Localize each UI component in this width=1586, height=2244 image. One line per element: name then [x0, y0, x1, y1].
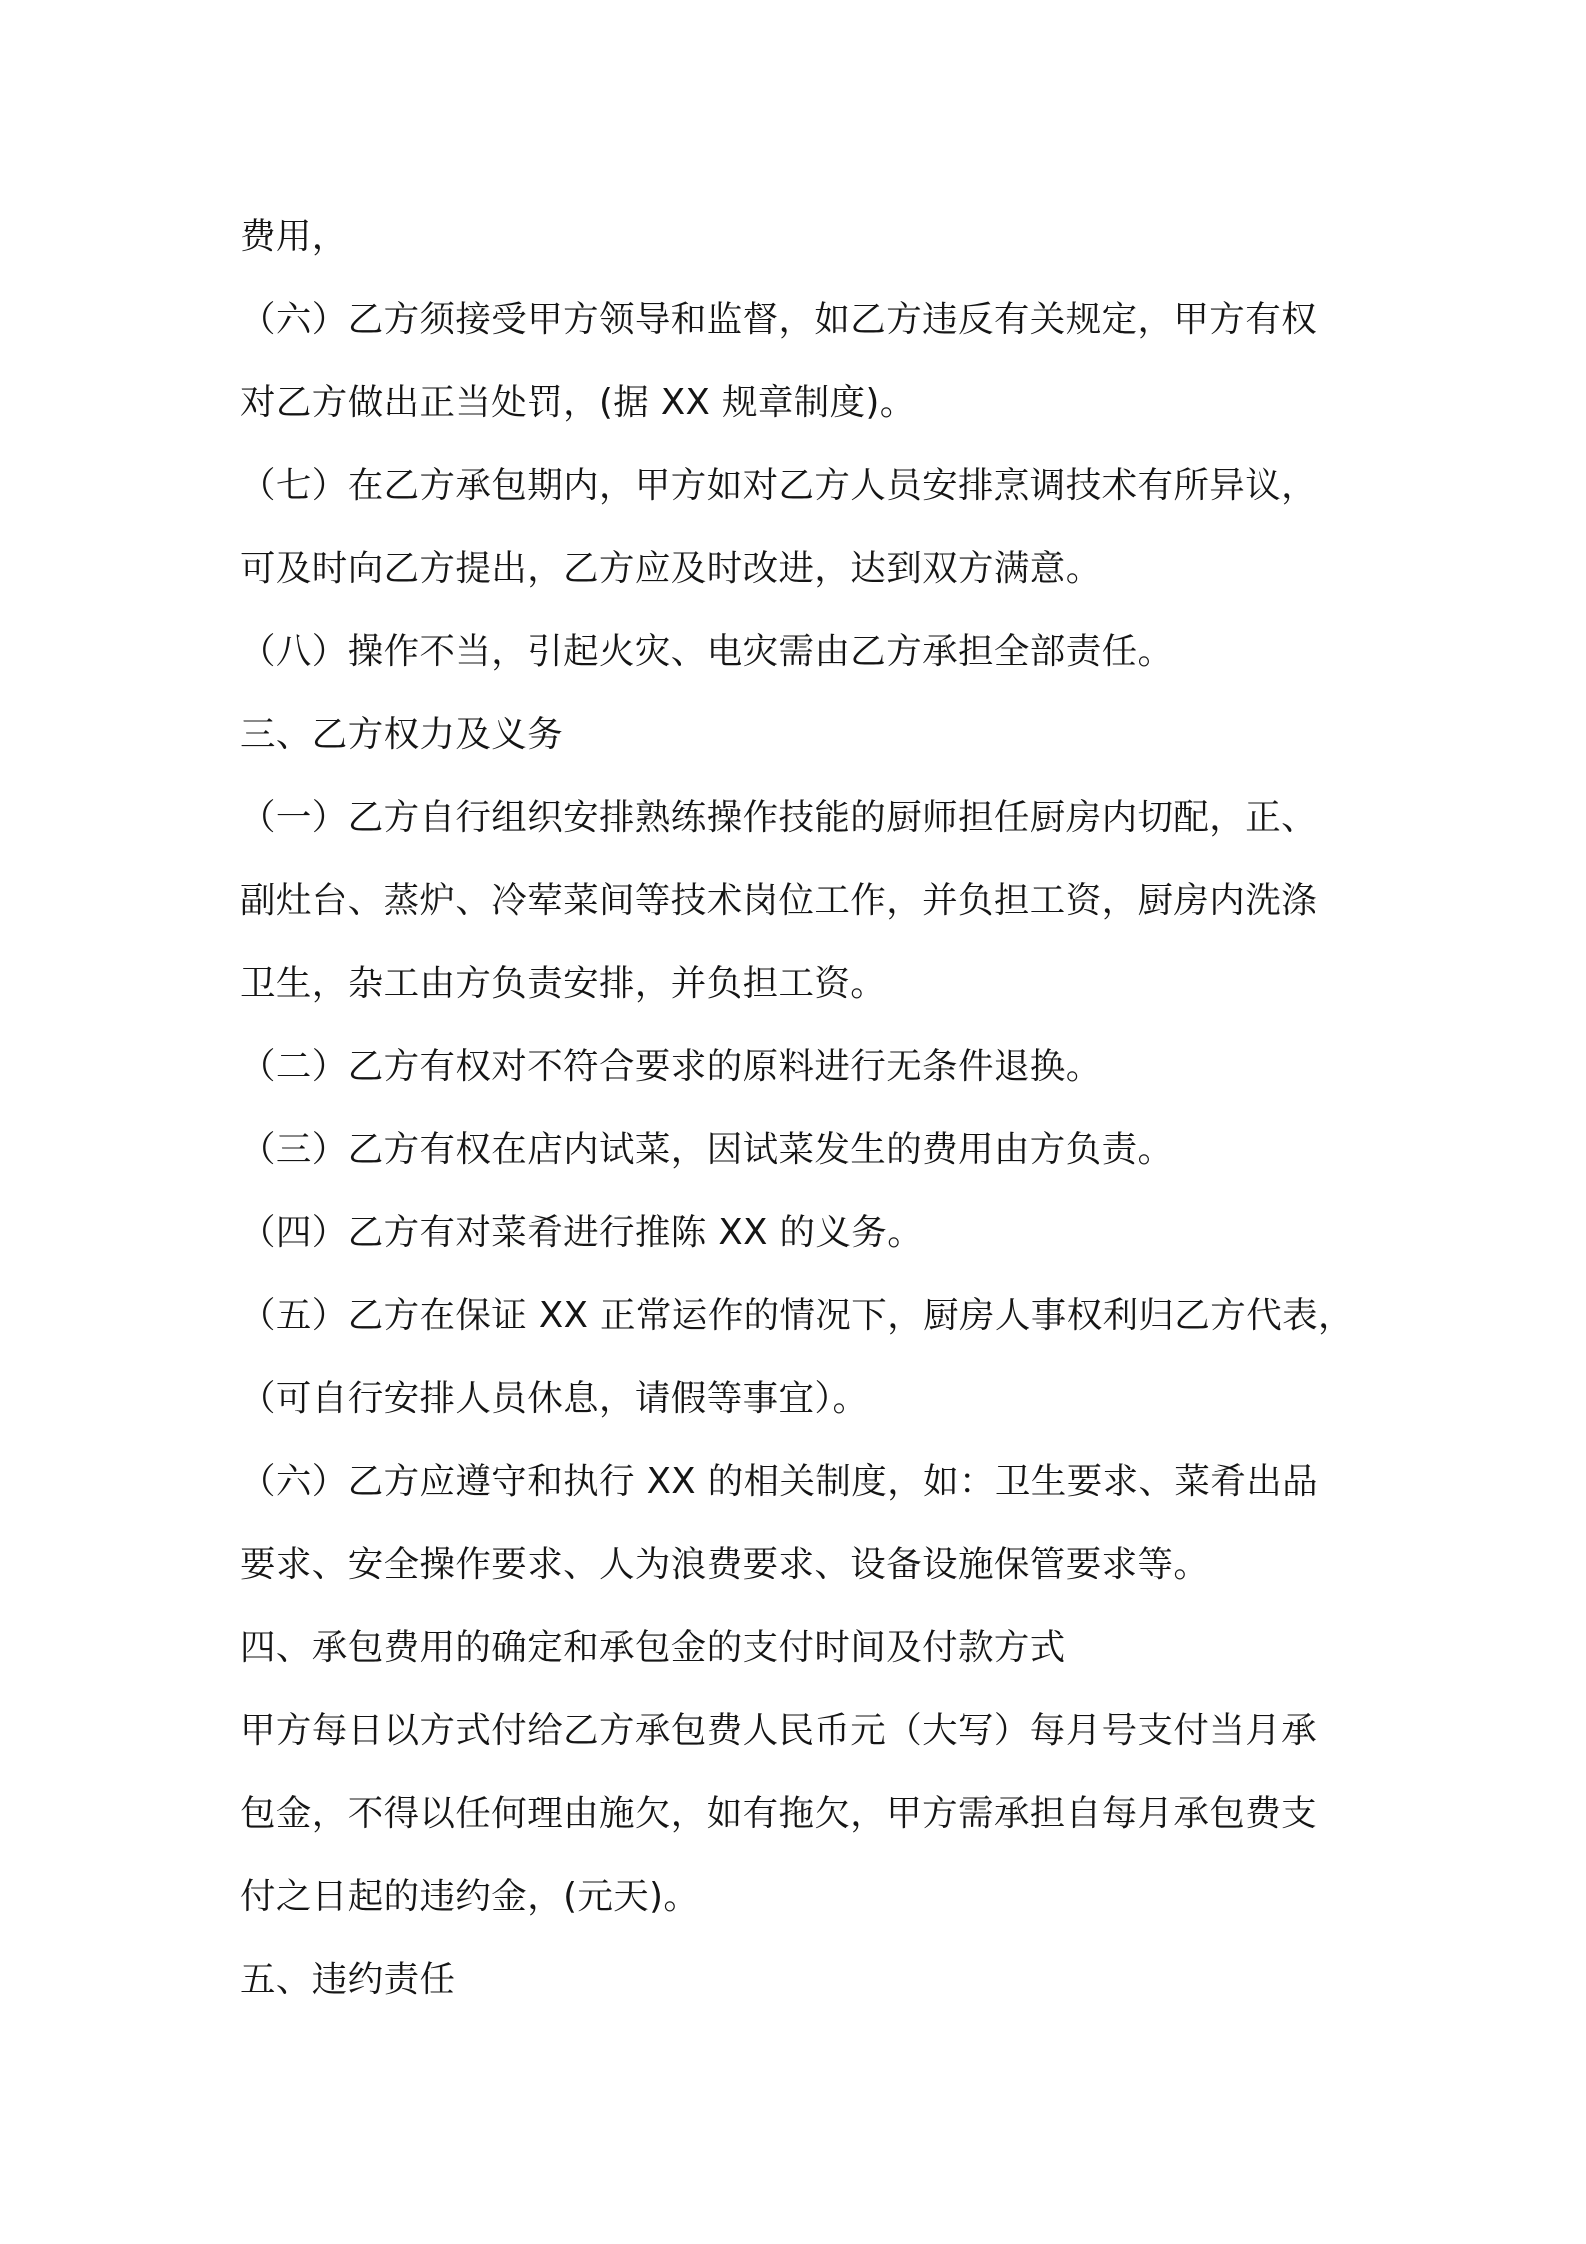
text-line: 包金，不得以任何理由施欠，如有拖欠，甲方需承担自每月承包费支: [240, 1793, 1318, 1834]
text-line: 付之日起的违约金，(元天)。: [240, 1876, 700, 1917]
text-line: 卫生，杂工由方负责安排，并负担工资。: [240, 963, 887, 1004]
document-body: [240, 195, 1360, 2021]
text-line: 可及时向乙方提出，乙方应及时改进，达到双方满意。: [240, 548, 1102, 589]
section-heading: 四、承包费用的确定和承包金的支付时间及付款方式: [240, 1627, 1066, 1668]
text-line: 甲方每日以方式付给乙方承包费人民币元（大写）每月号支付当月承: [240, 1710, 1318, 1751]
text-line: （三）乙方有权在店内试菜，因试菜发生的费用由方负责。: [240, 1129, 1174, 1170]
text-line: 副灶台、蒸炉、冷荤菜间等技术岗位工作，并负担工资，厨房内洗涤: [240, 880, 1318, 921]
text-line: （六）乙方须接受甲方领导和监督，如乙方违反有关规定，甲方有权: [240, 299, 1318, 340]
section-heading: 三、乙方权力及义务: [240, 714, 564, 755]
text-line: （一）乙方自行组织安排熟练操作技能的厨师担任厨房内切配，正、: [240, 797, 1318, 838]
text-line: （八）操作不当，引起火灾、电灾需由乙方承担全部责任。: [240, 631, 1174, 672]
text-line: 费用，: [240, 216, 348, 257]
text-line: （二）乙方有权对不符合要求的原料进行无条件退换。: [240, 1046, 1102, 1087]
text-line: （可自行安排人员休息，请假等事宜）。: [240, 1378, 869, 1419]
text-line: （四）乙方有对菜肴进行推陈 XX 的义务。: [240, 1212, 924, 1253]
section-heading: 五、违约责任: [240, 1959, 456, 2000]
text-line: （六）乙方应遵守和执行 XX 的相关制度，如：卫生要求、菜肴出品: [240, 1461, 1319, 1502]
text-line: （五）乙方在保证 XX 正常运作的情况下，厨房人事权利归乙方代表，: [240, 1295, 1354, 1336]
text-line: （七）在乙方承包期内，甲方如对乙方人员安排烹调技术有所异议，: [240, 465, 1318, 506]
text-line: 要求、安全操作要求、人为浪费要求、设备设施保管要求等。: [240, 1544, 1210, 1585]
text-line: 对乙方做出正当处罚，(据 XX 规章制度)。: [240, 382, 916, 423]
